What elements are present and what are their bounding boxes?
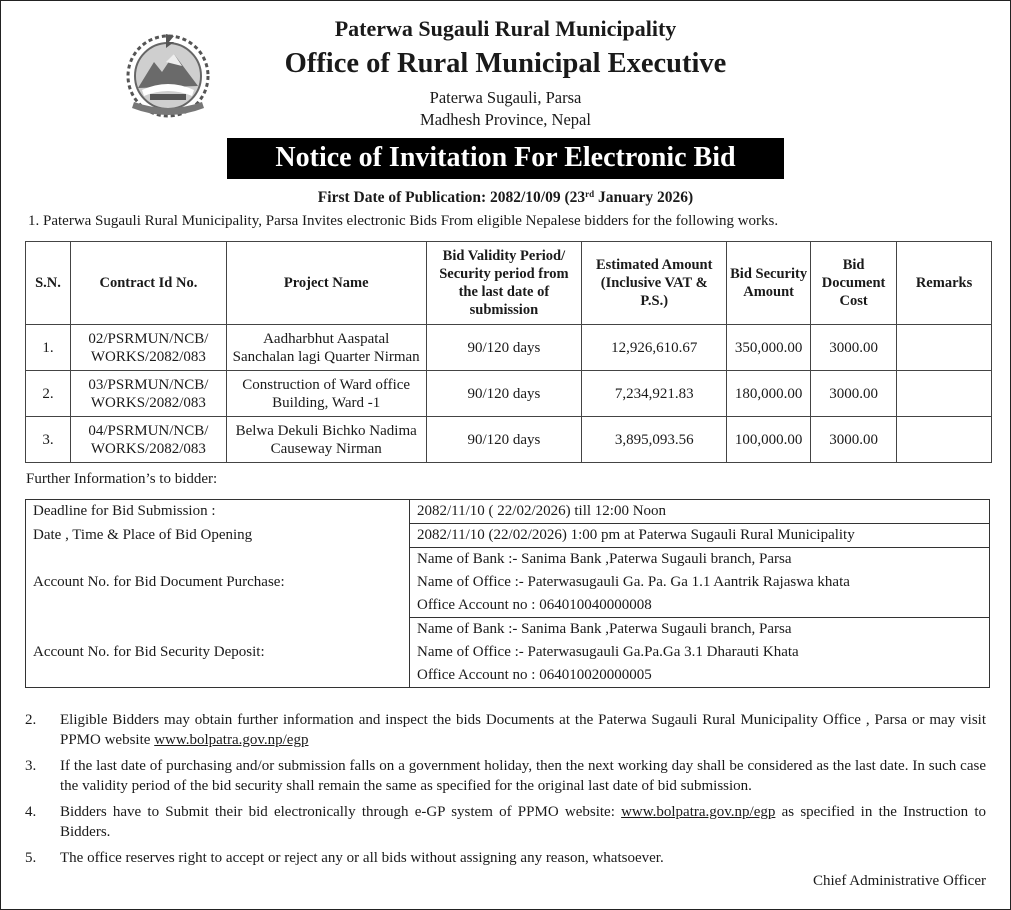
cell-bid-security: 350,000.00	[727, 325, 811, 371]
intro-paragraph: 1. Paterwa Sugauli Rural Municipality, Parsa Invites electronic Bids From eligible Nepalese bidders for the following works.	[28, 213, 779, 229]
note-text-body: Eligible Bidders may obtain further information and inspect the bids Documents at the Paterwa Sugauli Rural Municipality Office , Parsa or may visit PPMO website	[60, 712, 986, 748]
table-row	[26, 417, 992, 463]
info-value-line: Name of Office :- Paterwasugauli Ga. Pa. Ga 1.1 Aantrik Rajaswa khata	[417, 574, 850, 590]
cell-project-name	[226, 325, 426, 371]
bolpatra-link[interactable]: www.bolpatra.gov.np/egp	[621, 804, 776, 820]
note-number: 4.	[25, 804, 37, 820]
info-label: Account No. for Bid Document Purchase:	[26, 548, 410, 618]
cell-remarks	[897, 325, 992, 371]
note-text-after: as specified in the Instruction to Bidders.	[60, 804, 986, 840]
info-value-line: Name of Bank :- Sanima Bank ,Paterwa Sugauli branch, Parsa	[417, 551, 792, 567]
note-text	[60, 710, 986, 750]
cell-remarks	[897, 417, 992, 463]
col-header-remarks: Remarks	[897, 242, 992, 325]
municipality-name: Paterwa Sugauli Rural Municipality	[334, 16, 677, 41]
contract-id-line: 04/PSRMUN/NCB/	[88, 422, 209, 439]
cell-contract-id	[70, 325, 226, 371]
cell-doc-cost: 3000.00	[811, 325, 897, 371]
col-header-estimated-amount: Estimated Amount (Inclusive VAT & P.S.)	[582, 242, 727, 325]
cell-estimated-amount: 12,926,610.67	[582, 325, 727, 371]
info-value-line: 2082/11/10 ( 22/02/2026) till 12:00 Noon	[417, 503, 667, 519]
col-header-contract-id: Contract Id No.	[70, 242, 226, 325]
bolpatra-link[interactable]: www.bolpatra.gov.np/egp	[154, 732, 309, 748]
info-value	[410, 500, 990, 524]
cell-bid-security: 180,000.00	[727, 371, 811, 417]
note-text	[60, 756, 986, 796]
info-value	[410, 618, 990, 688]
note-number: 3.	[25, 758, 37, 774]
note-item	[25, 710, 986, 750]
col-header-project-name: Project Name	[226, 242, 426, 325]
cell-validity: 90/120 days	[426, 417, 582, 463]
col-header-sn: S.N.	[26, 242, 71, 325]
info-value-line: Office Account no : 064010040000008	[417, 597, 652, 613]
cell-validity: 90/120 days	[426, 371, 582, 417]
contract-id-line: WORKS/2082/083	[90, 394, 206, 411]
cell-estimated-amount: 3,895,093.56	[582, 417, 727, 463]
office-name: Office of Rural Municipal Executive	[284, 48, 727, 79]
info-label: Date , Time & Place of Bid Opening	[26, 524, 410, 548]
info-row-doc-purchase-account	[26, 548, 990, 618]
note-number: 5.	[25, 850, 37, 866]
cell-sn: 2.	[26, 371, 71, 417]
project-name-line: Sanchalan lagi Quarter Nirman	[232, 348, 420, 365]
cell-doc-cost: 3000.00	[811, 417, 897, 463]
cell-bid-security: 100,000.00	[727, 417, 811, 463]
info-value-line: Office Account no : 064010020000005	[417, 667, 652, 683]
further-info-table	[25, 499, 990, 688]
notes-list	[25, 710, 986, 874]
address-line-1: Paterwa Sugauli, Parsa	[429, 88, 582, 107]
info-label: Account No. for Bid Security Deposit:	[26, 618, 410, 688]
publication-date	[0, 189, 1011, 207]
project-name-line: Building, Ward -1	[272, 394, 381, 411]
cell-sn: 1.	[26, 325, 71, 371]
info-row-security-deposit-account	[26, 618, 990, 688]
info-row-deadline	[26, 500, 990, 524]
cell-project-name	[226, 417, 426, 463]
note-text-body: If the last date of purchasing and/or submission falls on a government holiday, then the next working day shall be considered as the last date. In such case the validity period of the bid security shall remain the same as specified for the original last date of bid submission.	[60, 758, 986, 794]
contract-id-line: 02/PSRMUN/NCB/	[88, 330, 209, 347]
note-text	[60, 848, 986, 868]
col-header-bid-security: Bid Security Amount	[727, 242, 811, 325]
cell-sn: 3.	[26, 417, 71, 463]
note-item	[25, 802, 986, 842]
info-value-line: Name of Office :- Paterwasugauli Ga.Pa.Ga 3.1 Dharauti Khata	[417, 644, 799, 660]
signature-title: Chief Administrative Officer	[812, 873, 986, 889]
note-number: 2.	[25, 712, 37, 728]
cell-validity: 90/120 days	[426, 325, 582, 371]
further-info-heading: Further Information’s to bidder:	[26, 471, 218, 487]
note-text-body: Bidders have to Submit their bid electronically through e-GP system of PPMO website:	[60, 804, 622, 820]
col-header-validity: Bid Validity Period/ Security period from the last date of submission	[426, 242, 582, 325]
cell-doc-cost: 3000.00	[811, 371, 897, 417]
info-value-line: 2082/11/10 (22/02/2026) 1:00 pm at Paterwa Sugauli Rural Municipality	[417, 527, 855, 543]
publication-date-suffix: January 2026)	[594, 189, 694, 206]
cell-contract-id	[70, 371, 226, 417]
note-text-body: The office reserves right to accept or reject any or all bids without assigning any reason, whatsoever.	[60, 850, 664, 866]
cell-project-name	[226, 371, 426, 417]
project-name-line: Causeway Nirman	[270, 440, 382, 457]
project-name-line: Aadharbhut Aaspatal	[263, 330, 390, 347]
info-value	[410, 548, 990, 618]
bid-table-header	[26, 242, 992, 325]
note-text	[60, 802, 986, 842]
col-header-doc-cost: Bid Document Cost	[811, 242, 897, 325]
contract-id-line: WORKS/2082/083	[90, 348, 206, 365]
cell-contract-id	[70, 417, 226, 463]
note-item	[25, 756, 986, 796]
publication-date-text: First Date of Publication: 2082/10/09 (23	[317, 189, 586, 206]
info-value-line: Name of Bank :- Sanima Bank ,Paterwa Sugauli branch, Parsa	[417, 621, 792, 637]
publication-date-ordinal: rd	[585, 189, 595, 199]
project-name-line: Construction of Ward office	[242, 376, 411, 393]
project-name-line: Belwa Dekuli Bichko Nadima	[235, 422, 417, 439]
info-row-opening	[26, 524, 990, 548]
notice-title: Notice of Invitation For Electronic Bid	[227, 138, 784, 179]
contract-id-line: WORKS/2082/083	[90, 440, 206, 457]
cell-estimated-amount: 7,234,921.83	[582, 371, 727, 417]
table-row	[26, 325, 992, 371]
bid-table	[25, 241, 992, 463]
cell-remarks	[897, 371, 992, 417]
address-line-2: Madhesh Province, Nepal	[420, 110, 591, 129]
info-label: Deadline for Bid Submission :	[26, 500, 410, 524]
note-item	[25, 848, 986, 868]
table-row	[26, 371, 992, 417]
contract-id-line: 03/PSRMUN/NCB/	[88, 376, 209, 393]
info-value	[410, 524, 990, 548]
